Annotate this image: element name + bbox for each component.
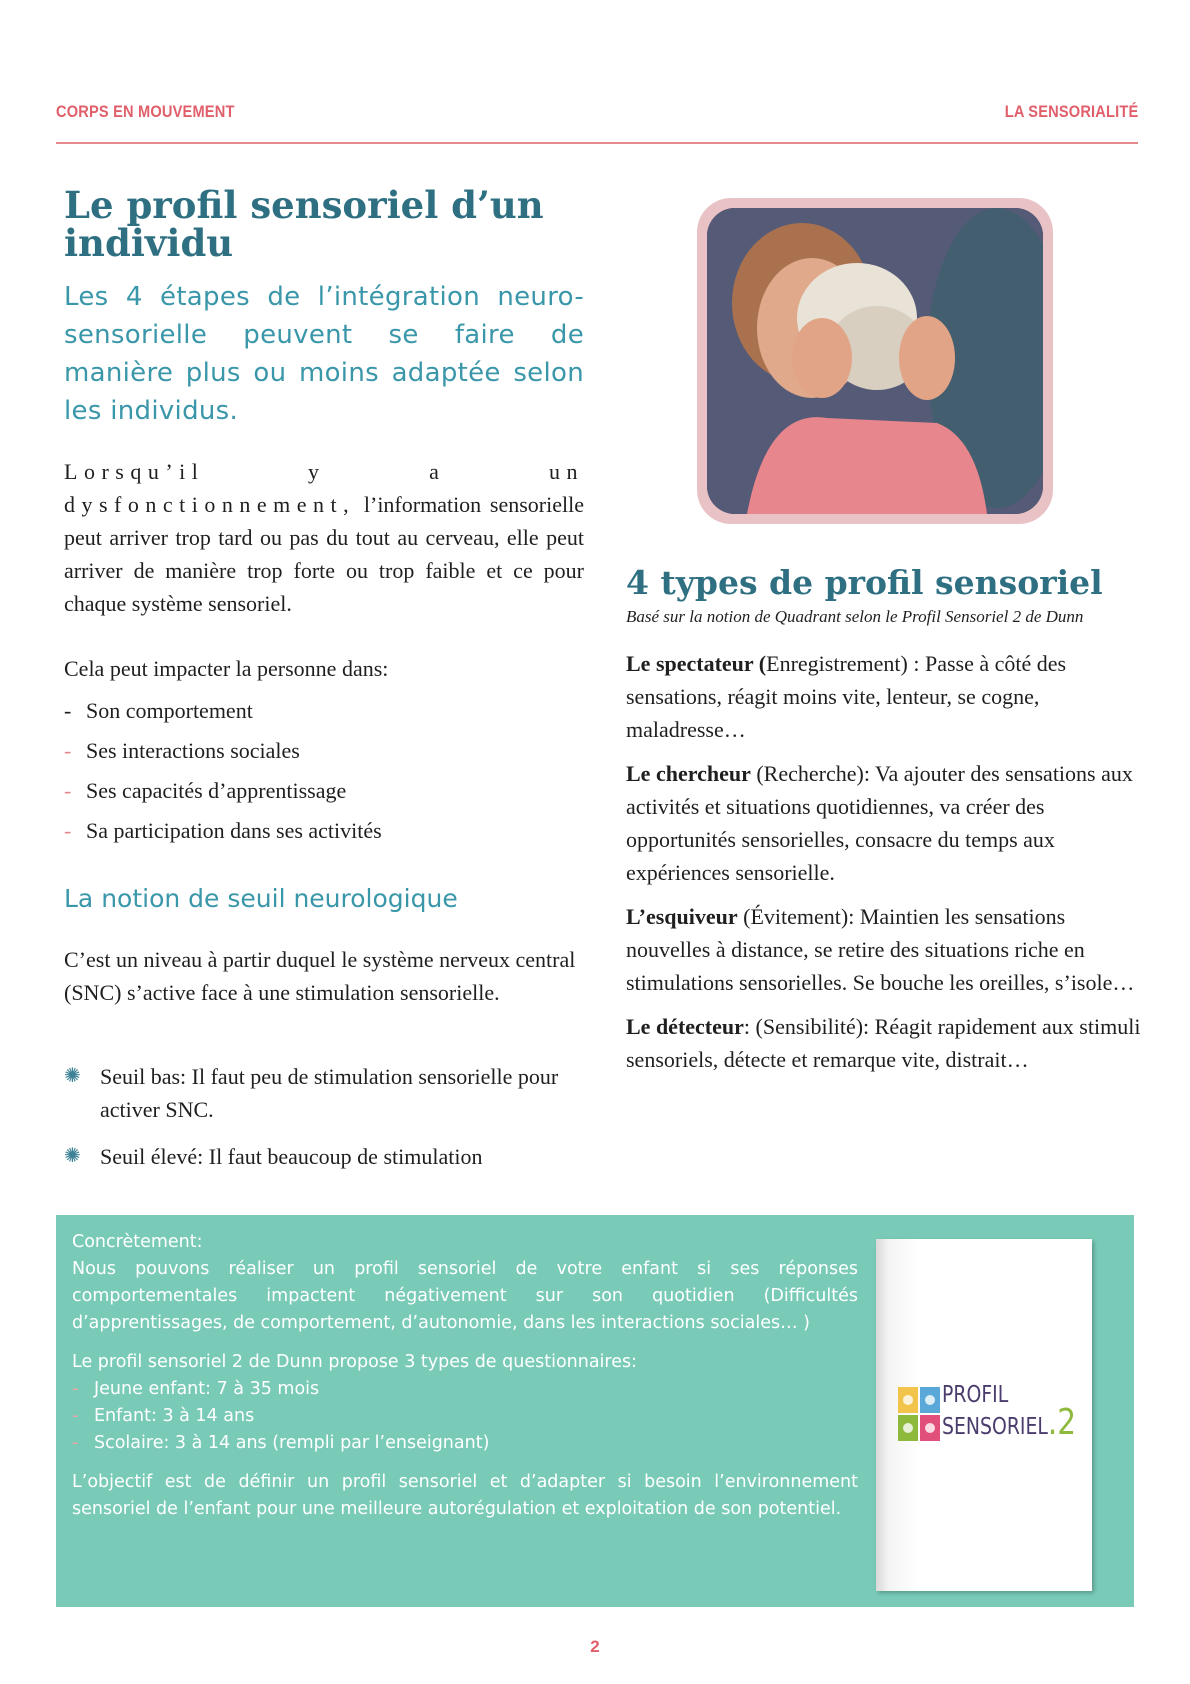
profile-desc: Réagit rapidement aux stimuli sensoriels, détecte et remarque vite, distrait… — [626, 1014, 1141, 1072]
dysfunction-rest: l’information sensorielle peut arriver trop tard ou pas du tout au cerveau, elle peut arriver de manière trop forte ou trop faible et ce pour chaque système sensoriel. — [64, 492, 584, 616]
list-item: - Ses capacités d’apprentissage — [64, 774, 584, 814]
book-title — [942, 1382, 1076, 1441]
header-right-label: LA SENSORIALITÉ — [1004, 102, 1138, 121]
list-item-text: Seuil élevé: Il faut beaucoup de stimulation — [100, 1144, 483, 1169]
sparkle-icon: ✺ — [64, 1145, 81, 1167]
profile-chercheur — [626, 757, 1146, 889]
profile-name: Le détecteur — [626, 1014, 744, 1039]
list-item: - Enfant: 3 à 14 ans — [72, 1403, 858, 1430]
intro-text: Les 4 étapes de l’intégration neuro-sensorielle peuvent se faire de manière plus ou moins adaptée selon les individus. — [64, 282, 584, 426]
list-item — [64, 1140, 584, 1173]
list-item-text: Ses capacités d’apprentissage — [86, 778, 347, 803]
profile-desc: Passe à côté des sensations, réagit moins vite, lenteur, se cogne, maladresse… — [626, 651, 1067, 742]
impact-intro: Cela peut impacter la personne dans: — [64, 656, 389, 681]
profile-desc: Maintien les sensations nouvelles à distance, se retire des situations riche en stimulations sensorielles. Se bouche les oreilles, s’isole… — [626, 904, 1135, 995]
profile-spectateur — [626, 647, 1146, 746]
list-item-text: Ses interactions sociales — [86, 738, 300, 763]
dysfunction-lead: Lorsqu’il y a un dysfonctionnement, — [64, 459, 584, 517]
profile-type: (Recherche): — [750, 761, 876, 786]
profil-sensoriel-logo-icon — [898, 1387, 940, 1441]
info-box-heading: Concrètement: — [72, 1232, 203, 1252]
child-photo — [707, 208, 1043, 514]
profile-name: L’esquiveur — [626, 904, 738, 929]
seuil-heading: La notion de seuil neurologique — [64, 884, 458, 913]
book-title-number: .2 — [1047, 1402, 1077, 1443]
child-illustration — [707, 208, 1043, 514]
info-box-para1: Nous pouvons réaliser un profil sensoriel de votre enfant si ses réponses comportementales impactent négativement sur son quotidien (Difficultés d’apprentissages, de comportement, d’autonomie, dans les interactions sociales… ) — [72, 1259, 858, 1333]
profile-esquiveur — [626, 900, 1146, 999]
types-heading: 4 types de profil sensoriel — [626, 563, 1103, 602]
list-item-text: Sa participation dans ses activités — [86, 818, 382, 843]
profile-list — [626, 647, 1146, 1087]
profile-detecteur — [626, 1010, 1146, 1076]
book-title-line1: PROFIL — [942, 1382, 1009, 1408]
header-left-label: CORPS EN MOUVEMENT — [56, 102, 235, 121]
info-box-para3: L’objectif est de définir un profil sensoriel et d’adapter si besoin l’environnement sensoriel de l’enfant pour une meilleure autorégulation et exploitation de son potentiel. — [72, 1472, 858, 1519]
profile-type: Enregistrement) : — [766, 651, 925, 676]
page-header — [56, 102, 1138, 144]
page-title: Le profil sensoriel d’un individu — [64, 183, 544, 265]
info-box-text — [72, 1229, 858, 1523]
list-item — [64, 1060, 584, 1126]
profile-type: (Évitement): — [737, 904, 860, 929]
profile-desc: Va ajouter des sensations aux activités et situations quotidiennes, va créer des opportunités sensorielles, consacre du temps aux expériences sensorielle. — [626, 761, 1133, 885]
list-item: - Son comportement — [64, 694, 584, 734]
list-item: - Ses interactions sociales — [64, 734, 584, 774]
list-item-text: Seuil bas: Il faut peu de stimulation sensorielle pour activer SNC. — [100, 1064, 559, 1122]
list-item: - Sa participation dans ses activités — [64, 814, 584, 854]
list-item-text: Enfant: 3 à 14 ans — [94, 1406, 255, 1426]
seuil-list — [64, 1060, 584, 1187]
profil-sensoriel-book — [876, 1239, 1092, 1591]
types-subtitle: Basé sur la notion de Quadrant selon le Profil Sensoriel 2 de Dunn — [626, 607, 1084, 626]
page-number: 2 — [590, 1637, 600, 1656]
sparkle-icon: ✺ — [64, 1065, 81, 1087]
list-item-text: Jeune enfant: 7 à 35 mois — [94, 1379, 320, 1399]
profile-name: Le chercheur — [626, 761, 751, 786]
photo-frame — [697, 198, 1053, 524]
list-item: - Jeune enfant: 7 à 35 mois — [72, 1376, 858, 1403]
list-item-text: Scolaire: 3 à 14 ans (rempli par l’enseignant) — [94, 1433, 490, 1453]
info-box-para2: Le profil sensoriel 2 de Dunn propose 3 types de questionnaires: — [72, 1352, 638, 1372]
profile-name: Le spectateur ( — [626, 651, 767, 676]
seuil-definition: C’est un niveau à partir duquel le système nerveux central (SNC) s’active face à une stimulation sensorielle. — [64, 947, 576, 1005]
list-item-text: Son comportement — [86, 698, 253, 723]
info-box — [56, 1215, 1134, 1607]
questionnaire-list — [72, 1376, 858, 1457]
book-title-line2: SENSORIEL — [942, 1414, 1048, 1440]
impact-list — [64, 694, 584, 854]
list-item: - Scolaire: 3 à 14 ans (rempli par l’enseignant) — [72, 1430, 858, 1457]
dysfunction-paragraph — [64, 455, 584, 620]
profile-type: : (Sensibilité): — [743, 1014, 875, 1039]
